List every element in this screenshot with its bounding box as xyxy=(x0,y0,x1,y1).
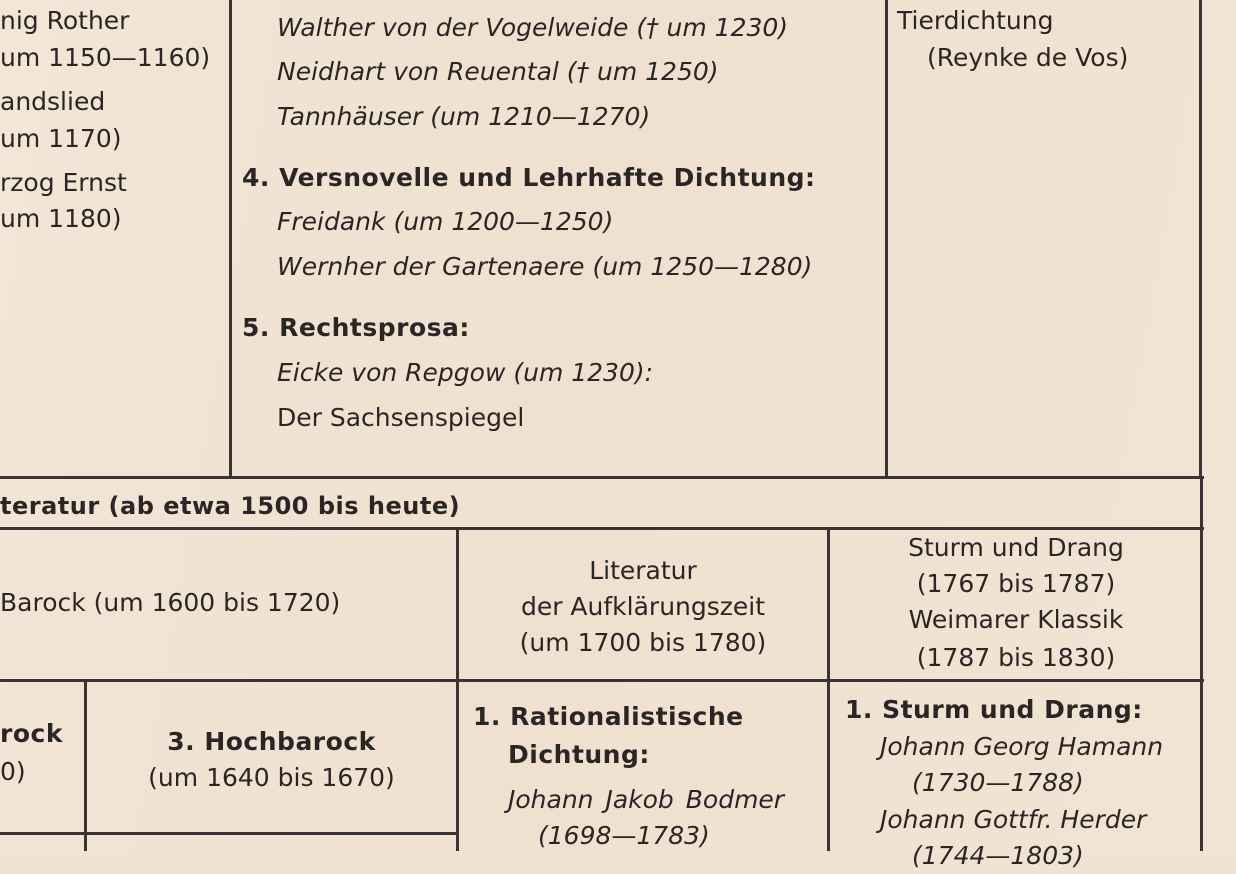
rational-heading-1: 1. Rationalistische xyxy=(473,702,744,731)
poet-walther: Walther von der Vogelweide († um 1230) xyxy=(277,13,789,42)
barock-header: Barock (um 1600 bis 1720) xyxy=(0,588,341,617)
tierdichtung-label: Tierdichtung xyxy=(897,6,1054,35)
reynke-label: (Reynke de Vos) xyxy=(927,43,1129,72)
author-hamann: Johann Georg Hamann xyxy=(880,732,1164,761)
left-text-6: um 1180) xyxy=(0,204,122,233)
herder-dates: (1744—1803) xyxy=(912,841,1084,870)
bodmer-dates: (1698—1783) xyxy=(538,821,710,850)
left-text-4: um 1170) xyxy=(0,124,122,153)
divider-left-top xyxy=(229,0,232,478)
author-eicke: Eicke von Repgow (um 1230): xyxy=(277,358,654,387)
sturm-header-3: Weimarer Klassik xyxy=(908,605,1124,634)
rule-header-bottom xyxy=(0,679,1204,682)
left-text-2: um 1150—1160) xyxy=(0,43,211,72)
rule-hochbarock-bottom xyxy=(0,832,458,835)
left-text-5: rzog Ernst xyxy=(0,168,127,197)
poet-wernher: Wernher der Gartenaere (um 1250—1280) xyxy=(277,252,813,281)
barock-sub-left-1: rock xyxy=(0,719,63,748)
hochbarock-title: 3. Hochbarock xyxy=(167,727,376,756)
hamann-dates: (1730—1788) xyxy=(912,768,1084,797)
section-4-heading: 4. Versnovelle und Lehrhafte Dichtung: xyxy=(242,163,816,192)
sturm-header-1: Sturm und Drang xyxy=(908,533,1124,562)
author-herder: Johann Gottfr. Herder xyxy=(880,805,1147,834)
band-title: teratur (ab etwa 1500 bis heute) xyxy=(0,492,461,520)
left-text-3: andslied xyxy=(0,87,106,116)
poet-neidhart: Neidhart von Reuental († um 1250) xyxy=(277,57,719,86)
aufkl-header-3: (um 1700 bis 1780) xyxy=(519,628,767,657)
sturm-header-2: (1767 bis 1787) xyxy=(916,569,1116,598)
rational-heading-2: Dichtung: xyxy=(508,740,650,769)
poet-freidank: Freidank (um 1200—1250) xyxy=(277,207,614,236)
sturm-heading: 1. Sturm und Drang: xyxy=(845,695,1143,724)
rule-band-top xyxy=(0,476,1204,479)
poet-tannhaeuser: Tannhäuser (um 1210—1270) xyxy=(277,102,651,131)
divider-mid-top xyxy=(885,0,888,478)
divider-right-top xyxy=(1199,0,1202,478)
hochbarock-dates: (um 1640 bis 1670) xyxy=(148,763,395,792)
aufkl-header-2: der Aufklärungszeit xyxy=(520,592,766,621)
sturm-header-4: (1787 bis 1830) xyxy=(916,643,1116,672)
author-bodmer: Johann Jakob Bodmer xyxy=(508,785,785,814)
aufkl-header-1: Literatur xyxy=(589,556,697,585)
left-text-1: nig Rother xyxy=(0,6,130,35)
barock-sub-left-2: 0) xyxy=(0,757,26,786)
section-5-heading: 5. Rechtsprosa: xyxy=(242,313,470,342)
work-sachsenspiegel: Der Sachsenspiegel xyxy=(277,403,525,432)
